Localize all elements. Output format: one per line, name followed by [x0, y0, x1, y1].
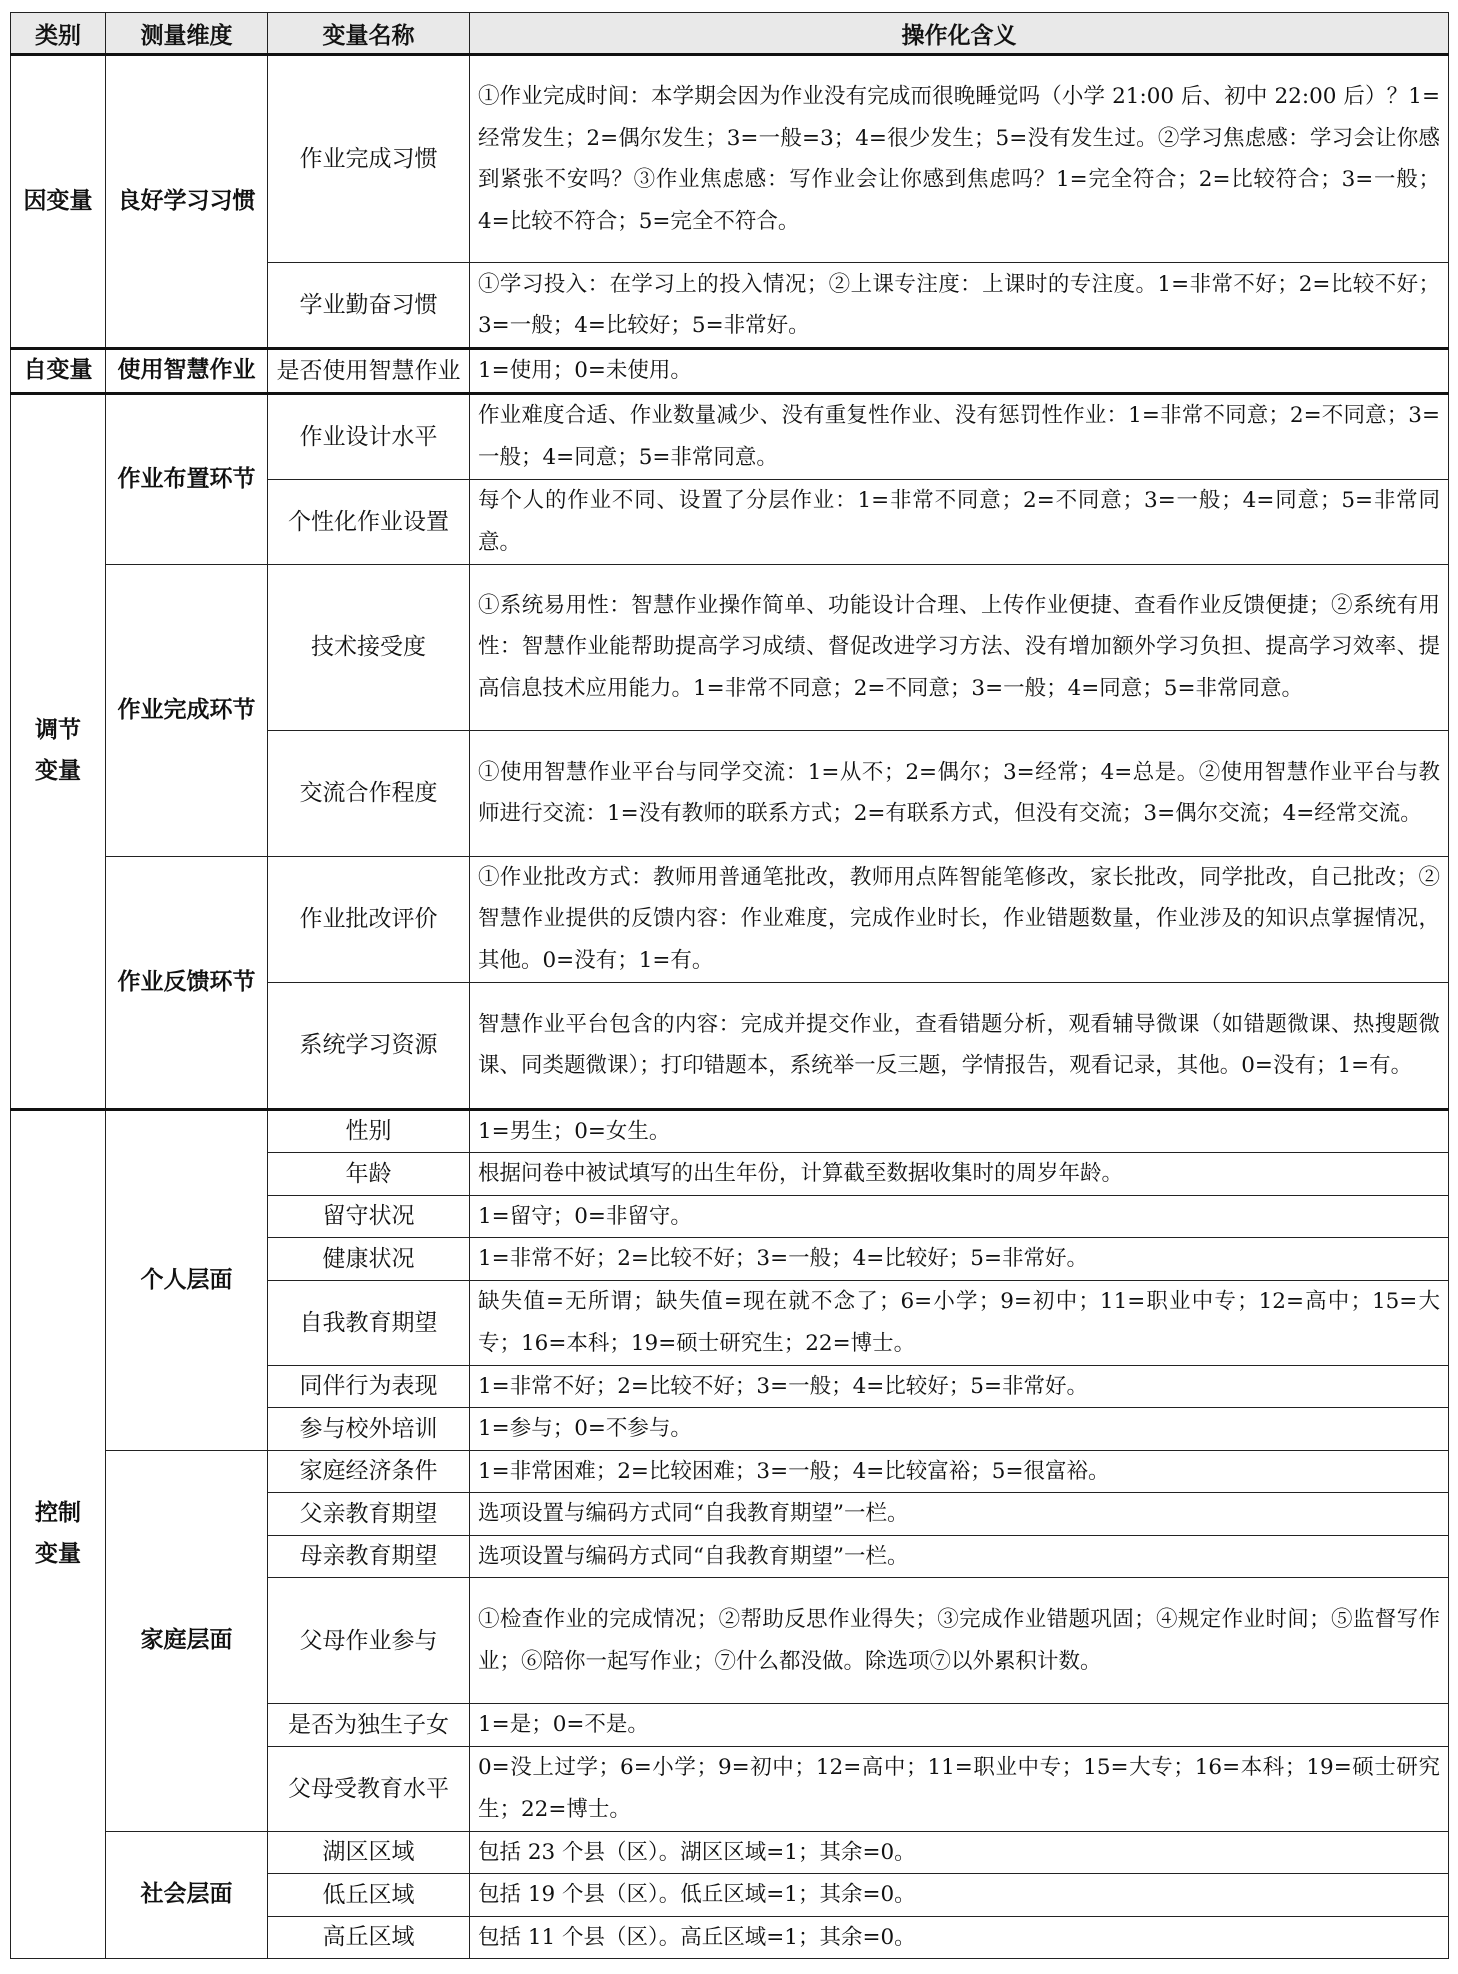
table-row [11, 856, 1449, 982]
definition-cell: ①作业完成时间：本学期会因为作业没有完成而很晚睡觉吗（小学 21:00 后、初中 22:00 后）？1=经常发生；2=偶尔发生；3=一般=3；4=很少发生；5=没有发生过。②学习焦虑感：学习会让你感到紧张不安吗？③作业焦虑感：写作业会让你感到焦虑吗？1=完全符合；2=比较符合；3=一般；4=比较不符合；5=完全不符合。 [470, 55, 1449, 263]
definition-cell: 选项设置与编码方式同“自我教育期望”一栏。 [470, 1493, 1449, 1536]
header-variable-name: 变量名称 [268, 13, 470, 55]
header-operational-definition: 操作化含义 [470, 13, 1449, 55]
variable-name-cell: 作业设计水平 [268, 393, 470, 479]
category-cell: 调节变量 [11, 393, 106, 1109]
variable-name-cell: 交流合作程度 [268, 730, 470, 856]
variable-name-cell: 系统学习资源 [268, 982, 470, 1109]
variable-name-cell: 父亲教育期望 [268, 1493, 470, 1536]
header-category: 类别 [11, 13, 106, 55]
definition-cell: 包括 11 个县（区）。高丘区域=1；其余=0。 [470, 1916, 1449, 1959]
table-row [11, 1450, 1449, 1493]
definition-cell: 根据问卷中被试填写的出生年份，计算截至数据收集时的周岁年龄。 [470, 1153, 1449, 1196]
definition-cell: ①作业批改方式：教师用普通笔批改，教师用点阵智能笔修改，家长批改，同学批改，自己批改；②智慧作业提供的反馈内容：作业难度，完成作业时长，作业错题数量，作业涉及的知识点掌握情况，其他。0=没有；1=有。 [470, 856, 1449, 982]
variable-name-cell: 健康状况 [268, 1238, 470, 1281]
dimension-cell: 家庭层面 [106, 1450, 268, 1831]
definition-cell: 作业难度合适、作业数量减少、没有重复性作业、没有惩罚性作业：1=非常不同意；2=不同意；3=一般；4=同意；5=非常同意。 [470, 393, 1449, 479]
definition-cell: 1=非常困难；2=比较困难；3=一般；4=比较富裕；5=很富裕。 [470, 1450, 1449, 1493]
definition-cell: 选项设置与编码方式同“自我教育期望”一栏。 [470, 1535, 1449, 1578]
variable-name-cell: 技术接受度 [268, 564, 470, 730]
dimension-cell: 作业反馈环节 [106, 856, 268, 1109]
variable-name-cell: 性别 [268, 1109, 470, 1153]
variable-name-cell: 高丘区域 [268, 1916, 470, 1959]
dimension-cell: 使用智慧作业 [106, 349, 268, 394]
variable-name-cell: 留守状况 [268, 1195, 470, 1238]
variable-name-cell: 年龄 [268, 1153, 470, 1196]
dimension-cell: 良好学习习惯 [106, 55, 268, 349]
definition-cell: ①检查作业的完成情况；②帮助反思作业得失；③完成作业错题巩固；④规定作业时间；⑤监督写作业；⑥陪你一起写作业；⑦什么都没做。除选项⑦以外累积计数。 [470, 1578, 1449, 1704]
variable-name-cell: 低丘区域 [268, 1874, 470, 1917]
variable-name-cell: 参与校外培训 [268, 1408, 470, 1451]
variable-name-cell: 是否为独生子女 [268, 1704, 470, 1747]
definition-cell: 每个人的作业不同、设置了分层作业：1=非常不同意；2=不同意；3=一般；4=同意；5=非常同意。 [470, 479, 1449, 564]
definition-cell: 1=非常不好；2=比较不好；3=一般；4=比较好；5=非常好。 [470, 1365, 1449, 1408]
definition-cell: 缺失值=无所谓；缺失值=现在就不念了；6=小学；9=初中；11=职业中专；12=高中；15=大专；16=本科；19=硕士研究生；22=博士。 [470, 1280, 1449, 1365]
dimension-cell: 作业布置环节 [106, 393, 268, 564]
definition-cell: 1=非常不好；2=比较不好；3=一般；4=比较好；5=非常好。 [470, 1238, 1449, 1281]
category-cell: 控制变量 [11, 1109, 106, 1959]
table-row [11, 564, 1449, 730]
table-row [11, 55, 1449, 263]
definition-cell: ①使用智慧作业平台与同学交流：1=从不；2=偶尔；3=经常；4=总是。②使用智慧作业平台与教师进行交流：1=没有教师的联系方式；2=有联系方式，但没有交流；3=偶尔交流；4=经常交流。 [470, 730, 1449, 856]
definition-cell: ①系统易用性：智慧作业操作简单、功能设计合理、上传作业便捷、查看作业反馈便捷；②系统有用性：智慧作业能帮助提高学习成绩、督促改进学习方法、没有增加额外学习负担、提高学习效率、提高信息技术应用能力。1=非常不同意；2=不同意；3=一般；4=同意；5=非常同意。 [470, 564, 1449, 730]
variable-name-cell: 家庭经济条件 [268, 1450, 470, 1493]
variable-name-cell: 父母受教育水平 [268, 1746, 470, 1831]
definition-cell: ①学习投入：在学习上的投入情况；②上课专注度：上课时的专注度。1=非常不好；2=比较不好；3=一般；4=比较好；5=非常好。 [470, 263, 1449, 349]
definition-cell: 1=留守；0=非留守。 [470, 1195, 1449, 1238]
category-cell: 因变量 [11, 55, 106, 349]
dimension-cell: 社会层面 [106, 1831, 268, 1959]
variable-name-cell: 作业批改评价 [268, 856, 470, 982]
table-row [11, 1109, 1449, 1153]
variable-name-cell: 是否使用智慧作业 [268, 349, 470, 394]
dimension-cell: 作业完成环节 [106, 564, 268, 856]
header-dimension: 测量维度 [106, 13, 268, 55]
table-row [11, 393, 1449, 479]
definition-cell: 1=参与；0=不参与。 [470, 1408, 1449, 1451]
definition-cell: 1=是；0=不是。 [470, 1704, 1449, 1747]
header-row [11, 13, 1449, 55]
variable-name-cell: 个性化作业设置 [268, 479, 470, 564]
variable-name-cell: 作业完成习惯 [268, 55, 470, 263]
table-row [11, 349, 1449, 394]
variable-table [10, 12, 1449, 1959]
variable-name-cell: 湖区区域 [268, 1831, 470, 1874]
variable-name-cell: 自我教育期望 [268, 1280, 470, 1365]
definition-cell: 0=没上过学；6=小学；9=初中；12=高中；11=职业中专；15=大专；16=本科；19=硕士研究生；22=博士。 [470, 1746, 1449, 1831]
definition-cell: 智慧作业平台包含的内容：完成并提交作业，查看错题分析，观看辅导微课（如错题微课、热搜题微课、同类题微课）；打印错题本，系统举一反三题，学情报告，观看记录，其他。0=没有；1=有。 [470, 982, 1449, 1109]
variable-name-cell: 同伴行为表现 [268, 1365, 470, 1408]
definition-cell: 1=男生；0=女生。 [470, 1109, 1449, 1153]
dimension-cell: 个人层面 [106, 1109, 268, 1450]
variable-name-cell: 父母作业参与 [268, 1578, 470, 1704]
category-cell: 自变量 [11, 349, 106, 394]
table-row [11, 1831, 1449, 1874]
variable-name-cell: 学业勤奋习惯 [268, 263, 470, 349]
definition-cell: 包括 23 个县（区）。湖区区域=1；其余=0。 [470, 1831, 1449, 1874]
variable-name-cell: 母亲教育期望 [268, 1535, 470, 1578]
definition-cell: 1=使用；0=未使用。 [470, 349, 1449, 394]
definition-cell: 包括 19 个县（区）。低丘区域=1；其余=0。 [470, 1874, 1449, 1917]
